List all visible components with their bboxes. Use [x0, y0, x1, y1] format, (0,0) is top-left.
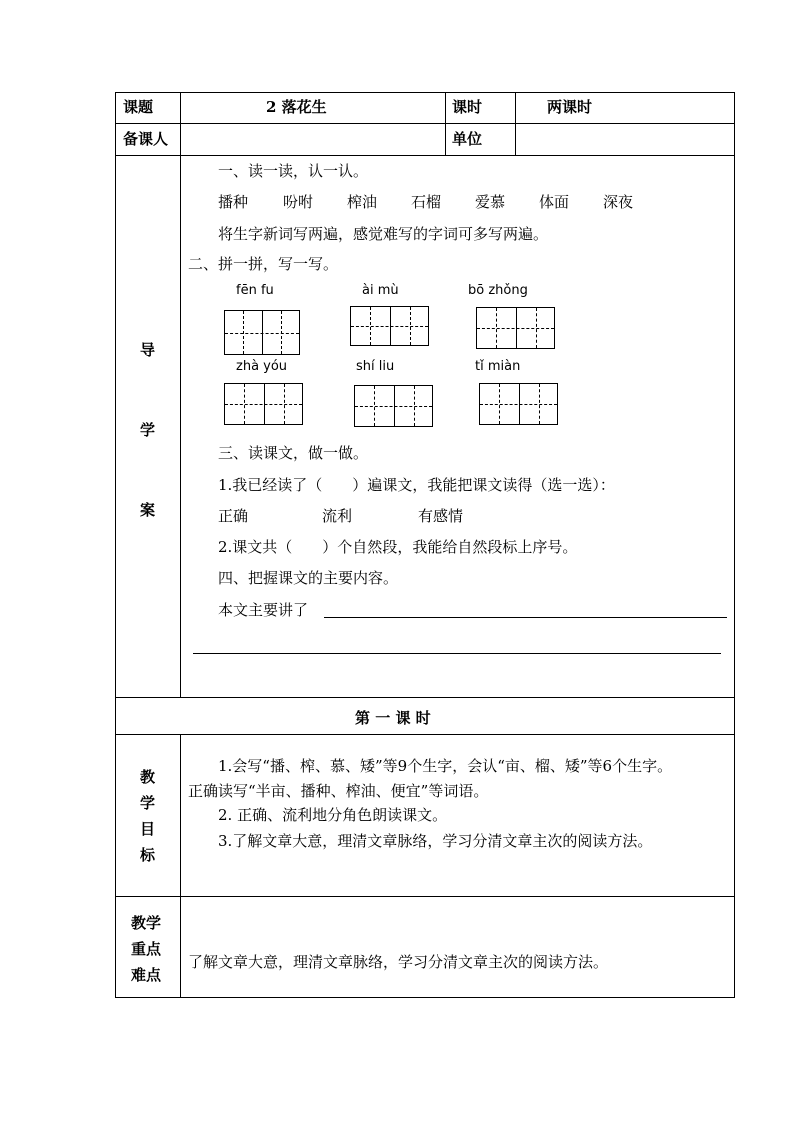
word-7: 深夜 [603, 193, 634, 211]
writing-grid-4[interactable] [224, 383, 303, 425]
goals-label-1: 教 [140, 768, 156, 786]
pinyin-1: fēn fu [236, 283, 274, 298]
choice-3[interactable]: 有感情 [418, 507, 464, 525]
goals-label-3: 目 [140, 820, 156, 838]
answer-line-2[interactable] [193, 653, 721, 654]
pinyin-3: bō zhǒng [468, 283, 528, 298]
goals-label-4: 标 [140, 846, 156, 864]
word-5: 爱慕 [475, 193, 506, 211]
goal-2: 2. 正确、流利地分角色朗读课文。 [218, 806, 448, 824]
writing-grid-1[interactable] [224, 310, 300, 355]
lesson-title: 2 落花生 [266, 98, 327, 116]
section-1-title: 一、读一读，认一认。 [218, 162, 369, 180]
goal-3: 3.了解文章大意，理清文章脉络，学习分清文章主次的阅读方法。 [218, 832, 653, 850]
word-1: 播种 [218, 193, 249, 211]
section-3-title: 三、读课文，做一做。 [218, 444, 369, 462]
guide-label-1: 导 [140, 341, 156, 359]
key-label-1: 教学 [131, 914, 162, 932]
preparer-label: 备课人 [123, 130, 169, 148]
goal-1-line-2: 正确读写“半亩、播种、榨油、便宜”等词语。 [188, 782, 489, 800]
section-4-title: 四、把握课文的主要内容。 [218, 569, 399, 587]
section-3-question-2: 2.课文共（ ）个自然段，我能给自然段标上序号。 [218, 538, 578, 556]
pinyin-2: ài mù [362, 283, 399, 298]
writing-grid-6[interactable] [479, 383, 558, 425]
writing-grid-3[interactable] [476, 307, 555, 349]
key-points-text: 了解文章大意，理清文章脉络，学习分清文章主次的阅读方法。 [188, 953, 609, 971]
key-label-2: 重点 [131, 940, 162, 958]
word-3: 榨油 [347, 193, 378, 211]
choice-2[interactable]: 流利 [322, 507, 353, 525]
pinyin-5: shí liu [356, 359, 395, 374]
section-1-instruction: 将生字新词写两遍，感觉难写的字词可多写两遍。 [218, 225, 549, 243]
writing-grid-5[interactable] [354, 385, 433, 427]
section-2-title: 二、拼一拼，写一写。 [188, 255, 339, 273]
pinyin-4: zhà yóu [236, 359, 288, 374]
word-4: 石榴 [411, 193, 442, 211]
goal-1-line-1: 1.会写“播、榨、慕、矮”等9个生字，会认“亩、榴、矮”等6个生字。 [218, 757, 673, 775]
word-6: 体面 [539, 193, 570, 211]
lesson-title-label: 课题 [123, 98, 154, 116]
key-label-3: 难点 [131, 966, 162, 984]
guide-label-2: 学 [140, 421, 156, 439]
answer-line-1[interactable] [324, 617, 727, 618]
period-value: 两课时 [547, 98, 593, 116]
section-3-question-1: 1.我已经读了（ ）遍课文，我能把课文读得（选一选）： [218, 476, 615, 494]
word-2: 吩咐 [283, 193, 314, 211]
section-4-prompt: 本文主要讲了 [218, 601, 309, 619]
writing-grid-2[interactable] [350, 306, 429, 346]
unit-label: 单位 [452, 130, 483, 148]
guide-label-3: 案 [140, 501, 156, 519]
period-label: 课时 [452, 98, 483, 116]
choice-1[interactable]: 正确 [218, 507, 249, 525]
pinyin-6: tǐ miàn [475, 359, 521, 374]
lesson-1-heading: 第 一 课 时 [355, 709, 431, 727]
goals-label-2: 学 [140, 794, 156, 812]
